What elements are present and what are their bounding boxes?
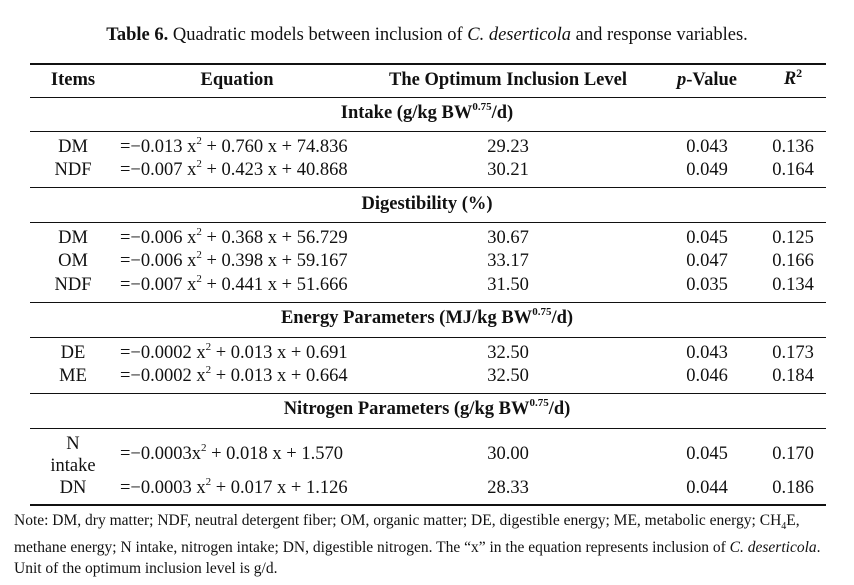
row-item: DE	[60, 343, 86, 363]
row-optimum: 31.50	[487, 275, 529, 295]
section-rule	[30, 222, 826, 223]
table-row	[0, 157, 854, 184]
bottom-rule	[30, 504, 826, 506]
row-item: NDF	[54, 160, 92, 180]
section-rule	[30, 187, 826, 188]
row-optimum: 32.50	[487, 366, 529, 386]
caption-text-after: and response variables.	[571, 25, 748, 45]
section-title-sup: 0.75	[472, 100, 492, 113]
row-equation: =−0.0003 $x^2 + 0.017$ x + 1.126	[120, 475, 348, 498]
caption-species: C. deserticola	[467, 25, 572, 45]
row-r2: 0.125	[772, 228, 814, 248]
row-optimum: 32.50	[487, 343, 529, 363]
table-caption	[0, 25, 854, 46]
row-p-value: 0.046	[686, 366, 728, 386]
row-item: ME	[59, 366, 87, 386]
row-optimum: 30.00	[487, 444, 529, 464]
row-p-value: 0.049	[686, 160, 728, 180]
row-equation: =−0.007 $x^2 + 0.423$ x + 40.868	[120, 157, 348, 180]
row-optimum: 30.67	[487, 228, 529, 248]
row-item: N intake	[50, 434, 96, 476]
row-equation: =−0.013 $x^2 + 0.760$ x + 74.836	[120, 134, 348, 157]
row-optimum: 33.17	[487, 251, 529, 271]
row-optimum: 30.21	[487, 160, 529, 180]
row-optimum: 28.33	[487, 478, 529, 498]
row-p-value: 0.035	[686, 275, 728, 295]
note-sub: 4	[781, 521, 787, 533]
row-p-value: 0.045	[686, 444, 728, 464]
section-title-end: /d)	[491, 103, 514, 123]
section-rule	[30, 302, 826, 303]
row-r2: 0.186	[772, 478, 814, 498]
table-row	[0, 363, 854, 390]
top-rule	[30, 63, 826, 65]
section-rule	[30, 337, 826, 338]
caption-label: Table 6.	[106, 25, 169, 45]
row-equation: =−0.0002 $x^2 + 0.013$ x + 0.691	[120, 340, 348, 363]
row-p-value: 0.043	[686, 343, 728, 363]
row-r2: 0.173	[772, 343, 814, 363]
row-r2: 0.166	[772, 251, 814, 271]
header-p-value	[677, 70, 737, 91]
section-title-text: Intake (g/kg BW	[340, 103, 473, 123]
table-row	[0, 134, 854, 161]
row-item: DM	[58, 137, 88, 157]
row-item: DN	[59, 478, 87, 498]
row-r2: 0.134	[772, 275, 814, 295]
row-optimum: 29.23	[487, 137, 529, 157]
section-rule	[30, 393, 826, 394]
row-p-value: 0.044	[686, 478, 728, 498]
row-equation: =−0.006 $x^2 + 0.398$ x + 59.167	[120, 248, 348, 271]
row-r2: 0.184	[772, 366, 814, 386]
table-row	[0, 248, 854, 275]
row-r2: 0.164	[772, 160, 814, 180]
row-equation: =−0.006 $x^2 + 0.368$ x + 56.729	[120, 225, 348, 248]
section-title-text: Nitrogen Parameters (g/kg BW	[283, 399, 530, 419]
note-part3: . Unit of the optimum inclusion level is g/d.	[14, 539, 821, 578]
section-title-end: /d)	[551, 308, 574, 328]
row-item: NDF	[54, 275, 92, 295]
row-equation: $=-0.0003x^2 + 0.018$ x + 1.570	[120, 441, 343, 464]
note-part2: E, methane energy; N intake, nitrogen intake; DN, digestible nitrogen. The “x” in the equation represents inclusion of	[14, 512, 800, 557]
caption-text-before: Quadratic models between inclusion of	[168, 25, 468, 45]
row-p-value: 0.047	[686, 251, 728, 271]
table-row	[0, 225, 854, 252]
table-row	[0, 272, 854, 299]
row-p-value: 0.043	[686, 137, 728, 157]
section-rule	[30, 428, 826, 429]
section-title-nitrogen	[0, 396, 854, 420]
note-part1: Note: DM, dry matter; NDF, neutral detergent fiber; OM, organic matter; DE, digestible energy; ME, metabolic energy; CH	[14, 512, 782, 529]
header-p-rest: -Value	[686, 70, 737, 90]
header-r2-sup: 2	[796, 66, 803, 80]
section-rule	[30, 131, 826, 132]
row-r2: 0.170	[772, 444, 814, 464]
section-title-intake	[0, 100, 854, 124]
table-row	[0, 340, 854, 367]
header-p-letter: p	[677, 70, 687, 90]
header-optimum: The Optimum Inclusion Level	[389, 70, 627, 90]
header-items: Items	[50, 70, 96, 90]
row-item: OM	[58, 251, 88, 271]
row-item: DM	[58, 228, 88, 248]
table-row	[0, 433, 854, 477]
table-row	[0, 475, 854, 502]
section-title-digestibility	[0, 194, 854, 215]
row-equation: =−0.0002 $x^2 + 0.013$ x + 0.664	[120, 363, 348, 386]
header-equation: Equation	[200, 70, 274, 90]
row-p-value: 0.045	[686, 228, 728, 248]
header-rule	[30, 97, 826, 98]
row-equation: =−0.007 $x^2 + 0.441$ x + 51.666	[120, 272, 348, 295]
row-r2: 0.136	[772, 137, 814, 157]
section-title-sup: 0.75	[529, 396, 549, 409]
header-r2	[784, 66, 802, 90]
section-title-text: Energy Parameters (MJ/kg BW	[280, 308, 533, 328]
section-title-energy	[0, 305, 854, 329]
header-r2-base: R	[783, 69, 797, 90]
table-note	[14, 510, 842, 579]
section-title-end: /d)	[548, 399, 571, 419]
section-title-sup: 0.75	[532, 305, 552, 318]
note-species: C. deserticola	[729, 539, 817, 557]
section-title-text: Digestibility (%)	[361, 194, 493, 214]
